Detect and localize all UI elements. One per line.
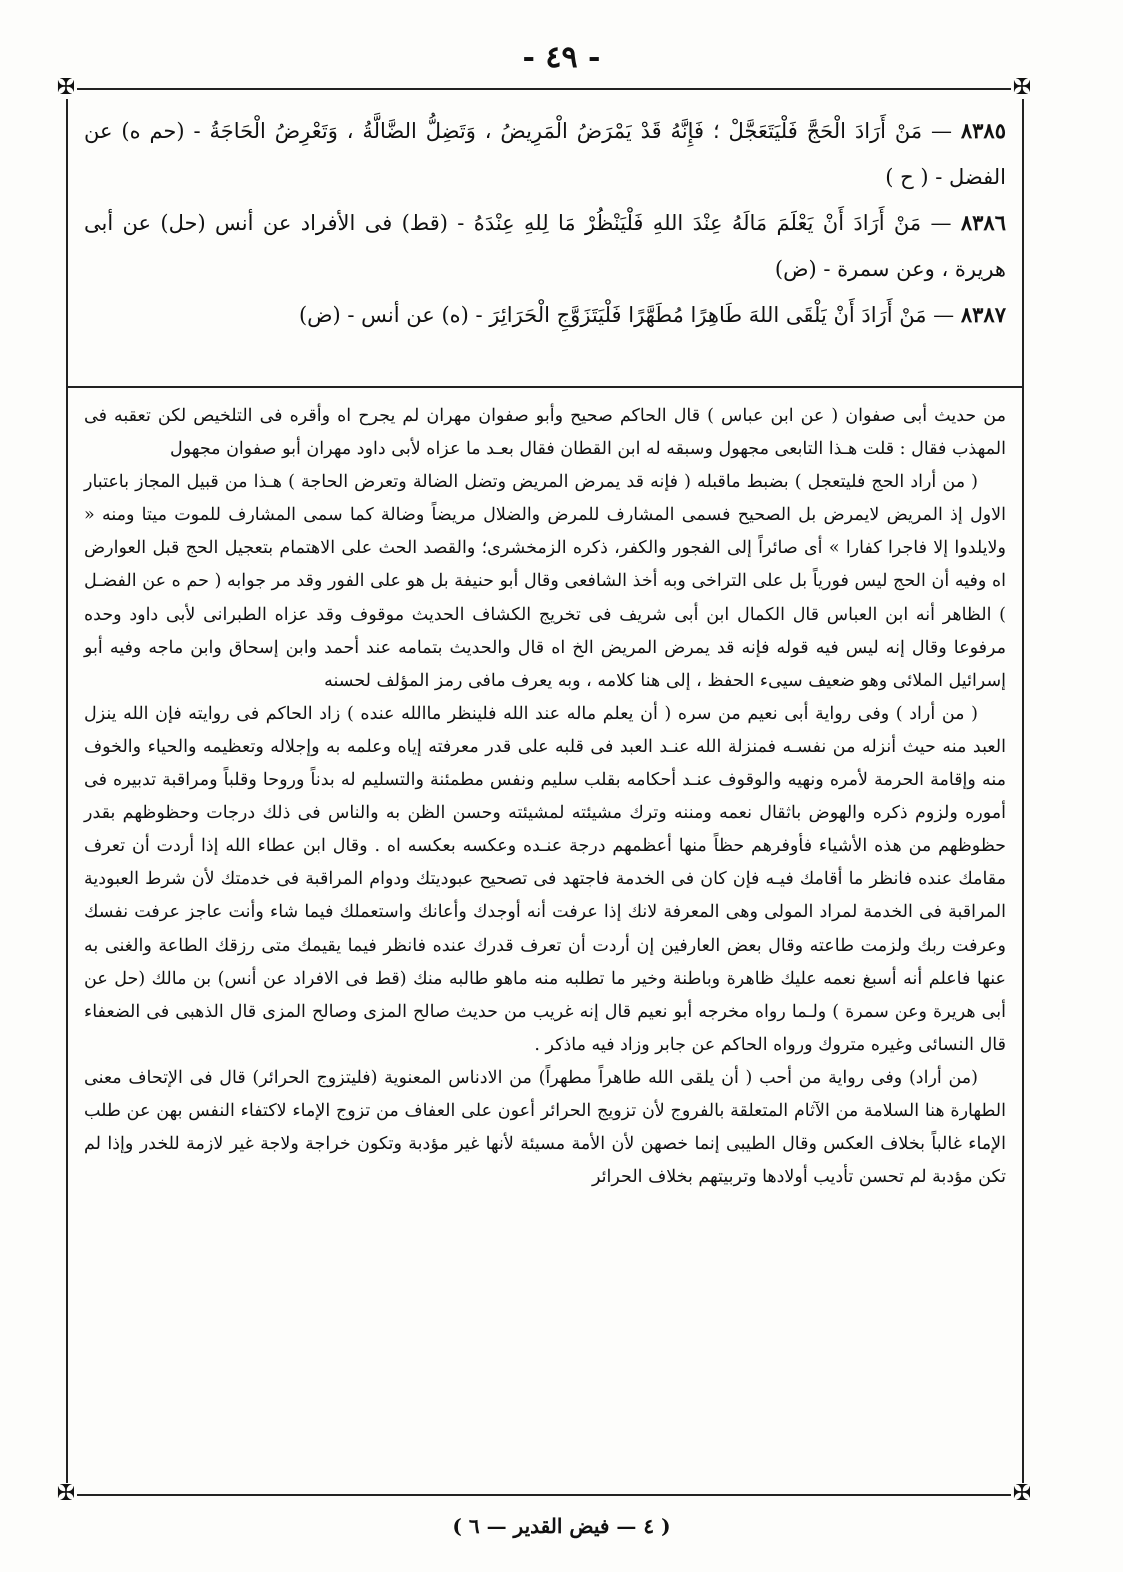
hadith-text: — مَنْ أَرَادَ أَنْ يَعْلَمَ مَالَهُ عِنْدَ اللهِ فَلْيَنْظُرْ مَا لِلهِ عِنْدَهُ - (قط) فى الأفراد عن أنس (حل) عن أبى هريرة ، وعن سمرة - (ض) xyxy=(84,211,1006,281)
page-number: - ٤٩ - xyxy=(522,40,601,75)
hadith-entry xyxy=(84,200,1006,292)
commentary-paragraph: ( من أراد ) وفى رواية أبى نعيم من سره ( أن يعلم ماله عند الله فلينظر ماالله عنده ) زاد الحاكم فى روايته فإن الله ينزل العبد منه حيث أنزله من نفسـه فمنزلة الله عنـد العبد فى قلبه على قدر معرفته إياه وعلمه به وإجلاله وتعظيمه والحياء والخوف منه وإقامة الحرمة لأمره ونهيه والوقوف عنـد أحكامه بقلب سليم ونفس مطمئنة والتسليم له بدناً وروحا وقلباً ومراقبة تدبيره فى أموره ولزوم ذكره والهوض باثقال نعمه ومننه وترك مشيئته لمشيئته وحسن الظن به والناس فى ذلك درجات وحظوظهم بقدر حظوظهم من هذه الأشياء فأوفرهم حظاً منها أعظمهم درجة عنـده وعكسه بعكسه اه . وقال ابن عطاء الله إذا أردت أن تعرف مقامك عنده فانظر ما أقامك فيـه فإن كان فى الخدمة فاجتهد فى تصحيح عبوديتك ودوام المراقبة فى خدمتك لأن شرط العبودية المراقبة فى الخدمة لمراد المولى وهى المعرفة لانك إذا عرفت أنه أوجدك وأعانك واستعملك فيما شاء وأنت عاجز عرفت نفسك وعرفت ربك ولزمت طاعته وقال بعض العارفين إن أردت أن تعرف قدرك عنده فانظر فيما يقيمك متى رزقك الطاعة والغنى به عنها فاعلم أنه أسبغ نعمه عليك ظاهرة وباطنة وخير ما تطلبه منه ماهو طالبه منك (قط فى الافراد عن أنس) بن مالك (حل عن أبى هريرة وعن سمرة ) ولـما رواه مخرجه أبو نعيم قال إنه غريب من حديث صالح المزى وصالح المزى قال الذهبى فى الضعفاء قال النسائى وغيره متروك ورواه الحاكم عن جابر وزاد فيه ماذكر . xyxy=(84,703,1006,1055)
frame-top-border xyxy=(66,88,1024,90)
corner-ornament-icon: ✠ xyxy=(56,1481,76,1506)
commentary-paragraph: ( من أراد الحج فليتعجل ) بضبط ماقبله ( فإنه قد يمرض المريض وتضل الضالة وتعرض الحاجة ) هـذا من قبيل المجاز باعتبار الاول إذ المريض لايمرض بل الصحيح فسمى المشارف للمرض والضلال مريضاً وضالة كما سمى المشارف للموت ميتا ومنه « ولايلدوا إلا فاجرا كفارا » أى صائراً إلى الفجور والكفر، ذكره الزمخشرى؛ والقصد الحث على الاهتمام بتعجيل الحج قبل العوارض اه وفيه أن الحج ليس فورياً بل على التراخى وبه أخذ الشافعى وقال أبو حنيفة بل هو على الفور وقد مر جوابه ( حم ه عن الفضـل ) الظاهر أنه ابن العباس قال الكمال ابن أبى شريف فى تخريج الكشاف الحديث موقوف وقد عزاه الطبرانى لأبى داود وحده مرفوعا وقال إنه ليس فيه قوله فإنه قد يمرض المريض الخ اه قال والحديث بتمامه عند أحمد وابن إسحاق وابن ماجه وفيه أبو إسرائيل الملائى وهو ضعيف سيىء الحفظ ، إلى هنا كلامه ، وبه يعرف مافى رمز المؤلف لحسنه xyxy=(84,472,1006,691)
commentary-paragraph: من حديث أبى صفوان ( عن ابن عباس ) قال الحاكم صحيح وأبو صفوان مهران لم يجرح اه وأقره فى التلخيص لكن تعقبه فى المهذب فقال : قلت هـذا التابعى مجهول وسبقه له ابن القطان فقال بعـد ما عزاه لأبى داود مهران أبو صفوان مجهول xyxy=(84,406,1006,460)
hadith-number: ٨٣٨٥ xyxy=(960,118,1006,143)
hadith-text: — مَنْ أَرَادَ أَنْ يَلْقَى اللهَ طَاهِرًا مُطَهَّرًا فَلْيَتَزَوَّجِ الْحَرَائِرَ - (ه) عن أنس - (ض) xyxy=(298,303,955,327)
commentary-section xyxy=(84,400,1006,1194)
footer-signature: ( ٤ — فيض القدير — ٦ ) xyxy=(452,1514,671,1538)
commentary-paragraph: (من أراد) وفى رواية من أحب ( أن يلقى الله طاهراً مطهراً) من الادناس المعنوية (فليتزوج الحرائر) قال فى الإتحاف معنى الطهارة هنا السلامة من الآثام المتعلقة بالفروج لأن تزويج الحرائر أعون على العفاف من تزوج الإماء لاكتفاء النفس بهن عن طلب الإماء غالباً بخلاف العكس وقال الطيبى إنما خصهن لأن الأمة مسيئة لأنها غير مؤدبة وتكون خراجة ولاجة غير لازمة للخدر وإذا لم تكن مؤدبة لم تحسن تأديب أولادها وتربيتهم بخلاف الحرائر xyxy=(84,1067,1006,1188)
corner-ornament-icon: ✠ xyxy=(1012,1481,1032,1506)
corner-ornament-icon: ✠ xyxy=(1012,75,1032,100)
frame-right-border xyxy=(1022,88,1024,1494)
section-divider xyxy=(66,386,1024,388)
corner-ornament-icon: ✠ xyxy=(56,75,76,100)
hadith-number: ٨٣٨٦ xyxy=(960,210,1006,235)
hadith-number: ٨٣٨٧ xyxy=(960,302,1006,327)
hadith-section xyxy=(84,108,1006,338)
hadith-entry xyxy=(84,108,1006,200)
frame-bottom-border xyxy=(66,1494,1024,1496)
hadith-text: — مَنْ أَرَادَ الْحَجَّ فَلْيَتَعَجَّلْ ؛ فَإِنَّهُ قَدْ يَمْرَضُ الْمَرِيضُ ، وَتَضِلُّ الضَّالَّةُ ، وَتَعْرِضُ الْحَاجَةُ - (حم ه) عن الفضل - ( ح ) xyxy=(84,119,1006,189)
hadith-entry xyxy=(84,292,1006,338)
frame-left-border xyxy=(66,88,68,1494)
